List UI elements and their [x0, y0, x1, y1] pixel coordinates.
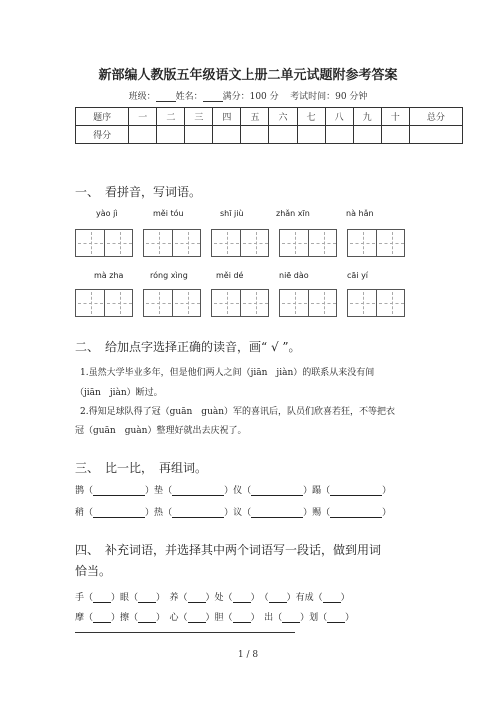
tianzige-box[interactable] — [75, 289, 133, 317]
answer-blank[interactable] — [330, 486, 382, 496]
answer-blank[interactable] — [138, 613, 156, 623]
idiom-part: ） — [340, 593, 350, 603]
char: 热 — [154, 508, 164, 518]
score-cell: 四 — [213, 108, 241, 126]
char: 鹊 — [75, 486, 85, 496]
pinyin-label: niē dào — [279, 271, 309, 280]
idiom-part: ）有成（ — [286, 593, 323, 603]
tianzige-box[interactable] — [211, 229, 269, 257]
idiom-part: ） — [345, 613, 355, 623]
idiom-part: ） 出（ — [250, 613, 283, 623]
score-input-cell[interactable] — [157, 126, 185, 144]
score-input-cell[interactable] — [297, 126, 325, 144]
page-number: 1 / 8 — [237, 650, 259, 660]
idiom-part: 手（ — [75, 593, 94, 603]
tianzige-box[interactable] — [279, 289, 337, 317]
tianzige-box[interactable] — [143, 229, 201, 257]
tianzige-box[interactable] — [279, 229, 337, 257]
idiom-part: ） 养（ — [156, 593, 188, 603]
idiom-part: ）处（ — [205, 593, 233, 603]
class-blank — [156, 92, 176, 102]
char: 议 — [233, 508, 243, 518]
section-2-heading: 二、 给加点字选择正确的读音，画“ √ ”。 — [75, 340, 301, 354]
idiom-part: ） 心（ — [156, 613, 188, 623]
score-cell: 二 — [157, 108, 185, 126]
tianzige-box[interactable] — [347, 289, 405, 317]
answer-blank[interactable] — [172, 508, 224, 518]
class-label: 班级： — [128, 92, 156, 102]
name-label: 姓名： — [175, 92, 203, 102]
question-line: 冠（guān guàn）整理好就出去庆祝了。 — [75, 426, 247, 436]
pinyin-label: shī jiù — [220, 209, 244, 218]
answer-blank[interactable] — [233, 613, 251, 623]
score-input-cell[interactable] — [409, 126, 462, 144]
score-cell: 九 — [353, 108, 381, 126]
full-score: 满分：100 分 — [222, 92, 279, 102]
exam-info — [0, 89, 496, 102]
idiom-part: ） （ — [250, 593, 269, 603]
answer-blank[interactable] — [188, 593, 206, 603]
compare-row: 稍（ ）热（ ）议（ ）赐（ ） — [75, 508, 392, 518]
score-input-cell[interactable] — [241, 126, 269, 144]
char: 仪 — [233, 486, 243, 496]
pinyin-label: nà hǎn — [346, 209, 374, 218]
char: 稍 — [75, 508, 85, 518]
pinyin-label: róng xìng — [150, 271, 188, 280]
score-cell: 十 — [381, 108, 409, 126]
answer-blank[interactable] — [172, 486, 224, 496]
char: 赐 — [312, 508, 322, 518]
answer-blank[interactable] — [269, 593, 287, 603]
score-cell: 六 — [269, 108, 297, 126]
question-line: 2.得知足球队得了冠（guān guàn）军的喜讯后，队员们欣喜若狂，不等把衣 — [80, 407, 396, 417]
question-line: （jiān jiàn）断过。 — [75, 388, 163, 398]
score-input-cell[interactable] — [129, 126, 157, 144]
score-table — [75, 107, 463, 144]
idiom-row — [75, 590, 350, 603]
score-input-cell[interactable] — [185, 126, 213, 144]
answer-blank[interactable] — [93, 613, 111, 623]
section-3-heading: 三、 比一比， 再组词。 — [75, 461, 208, 475]
score-cell: 八 — [325, 108, 353, 126]
tianzige-box[interactable] — [211, 289, 269, 317]
answer-blank[interactable] — [138, 593, 156, 603]
answer-blank[interactable] — [282, 613, 300, 623]
score-cell: 三 — [185, 108, 213, 126]
question-line: 1.虽然大学毕业多年，但是他们两人之间（jiān jiàn）的联系从来没有间 — [80, 368, 375, 378]
answer-blank[interactable] — [323, 593, 341, 603]
idiom-part: 摩（ — [75, 613, 94, 623]
answer-blank[interactable] — [330, 508, 382, 518]
score-cell: 总分 — [409, 108, 462, 126]
char: 垫 — [154, 486, 164, 496]
tianzige-box[interactable] — [75, 229, 133, 257]
score-cell: 五 — [241, 108, 269, 126]
page-title: 新部编人教版五年级语文上册二单元试题附参考答案 — [98, 68, 398, 83]
idiom-row — [75, 610, 354, 623]
score-cell: 题序 — [76, 108, 129, 126]
idiom-part: ）擦（ — [111, 613, 139, 623]
score-label-cell: 得分 — [76, 126, 129, 144]
compare-row: 鹊（ ）垫（ ）仪（ ）蹋（ ） — [75, 486, 392, 496]
pinyin-label: yào jì — [96, 209, 118, 218]
pinyin-label: mà zha — [94, 271, 124, 280]
idiom-part: ）眼（ — [111, 593, 139, 603]
answer-blank[interactable] — [188, 613, 206, 623]
name-blank — [203, 92, 223, 102]
answer-blank[interactable] — [233, 593, 251, 603]
pinyin-label: měi tóu — [153, 209, 184, 218]
tianzige-box[interactable] — [143, 289, 201, 317]
exam-time: 考试时间：90 分钟 — [290, 92, 368, 102]
score-header-row — [76, 108, 463, 126]
answer-blank[interactable] — [327, 613, 345, 623]
score-value-row — [76, 126, 463, 144]
idiom-part: ）划（ — [300, 613, 328, 623]
char: 蹋 — [312, 486, 322, 496]
answer-blank[interactable] — [251, 508, 303, 518]
pinyin-label: zhǎn xīn — [276, 209, 310, 218]
section-4-heading: 四、 补充词语，并选择其中两个词语写一段话，做到用词 — [75, 543, 382, 557]
score-input-cell[interactable] — [213, 126, 241, 144]
section-4-heading-cont: 恰当。 — [75, 564, 112, 578]
tianzige-box[interactable] — [347, 229, 405, 257]
answer-blank[interactable] — [93, 486, 145, 496]
writing-line[interactable] — [75, 632, 295, 633]
idiom-part: ）胆（ — [205, 613, 233, 623]
score-input-cell[interactable] — [381, 126, 409, 144]
section-1-heading: 一、 看拼音，写词语。 — [75, 185, 202, 199]
pinyin-label: měi dé — [216, 271, 244, 280]
answer-blank[interactable] — [251, 486, 303, 496]
score-cell: 七 — [297, 108, 325, 126]
pinyin-label: cāi yí — [347, 271, 369, 280]
answer-blank[interactable] — [93, 593, 111, 603]
score-input-cell[interactable] — [353, 126, 381, 144]
score-cell: 一 — [129, 108, 157, 126]
score-input-cell[interactable] — [325, 126, 353, 144]
answer-blank[interactable] — [93, 508, 145, 518]
score-input-cell[interactable] — [269, 126, 297, 144]
